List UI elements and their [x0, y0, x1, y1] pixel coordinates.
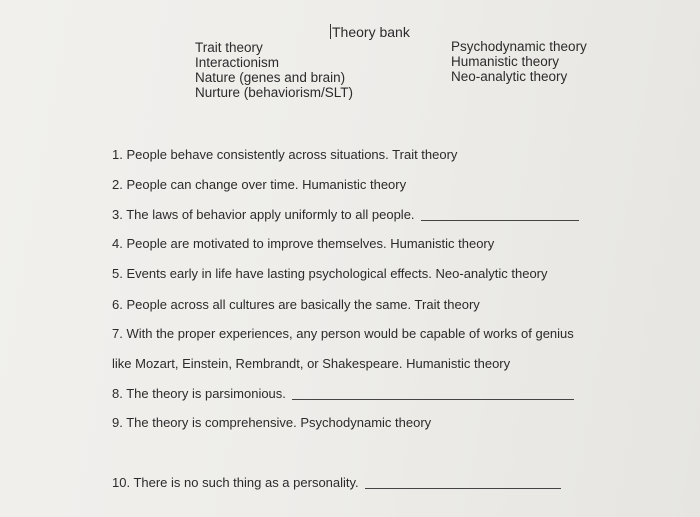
bank-item: Trait theory: [195, 40, 263, 55]
question-6: 6. People across all cultures are basically the same. Trait theory: [112, 297, 480, 312]
theory-bank-title: Theory bank: [332, 24, 410, 40]
bank-item: Neo-analytic theory: [451, 69, 568, 84]
theory-bank-right-column: [451, 39, 587, 84]
question-4: 4. People are motivated to improve themselves. Humanistic theory: [112, 236, 495, 251]
question-10: 10. There is no such thing as a personality.: [112, 475, 561, 490]
answer[interactable]: Humanistic theory: [406, 356, 511, 371]
answer-blank[interactable]: [365, 476, 561, 489]
question-5: 5. Events early in life have lasting psychological effects. Neo-analytic theory: [112, 266, 548, 281]
answer[interactable]: Neo-analytic theory: [435, 266, 548, 281]
answer[interactable]: Humanistic theory: [302, 177, 407, 192]
bank-item: Psychodynamic theory: [451, 39, 587, 54]
answer-blank[interactable]: [292, 387, 574, 400]
question-1: 1. People behave consistently across situations. Trait theory: [112, 147, 458, 162]
theory-bank-left-column: [195, 40, 353, 100]
question-2: 2. People can change over time. Humanistic theory: [112, 177, 407, 192]
question-3: 3. The laws of behavior apply uniformly to all people.: [112, 207, 579, 222]
text-cursor: [330, 24, 331, 39]
bank-item: Humanistic theory: [451, 54, 560, 69]
bank-item: Nurture (behaviorism/SLT): [195, 85, 354, 100]
question-9: 9. The theory is comprehensive. Psychodynamic theory: [112, 415, 432, 430]
answer[interactable]: Trait theory: [392, 147, 458, 162]
question-7: 7. With the proper experiences, any person would be capable of works of genius: [112, 326, 574, 341]
answer[interactable]: Humanistic theory: [390, 236, 495, 251]
bank-item: Nature (genes and brain): [195, 70, 346, 85]
answer-blank[interactable]: [421, 208, 579, 221]
question-8: 8. The theory is parsimonious.: [112, 386, 574, 401]
question-7-continuation: like Mozart, Einstein, Rembrandt, or Shakespeare. Humanistic theory: [112, 356, 511, 371]
answer[interactable]: Psychodynamic theory: [300, 415, 432, 430]
bank-item: Interactionism: [195, 55, 280, 70]
answer[interactable]: Trait theory: [414, 297, 480, 312]
